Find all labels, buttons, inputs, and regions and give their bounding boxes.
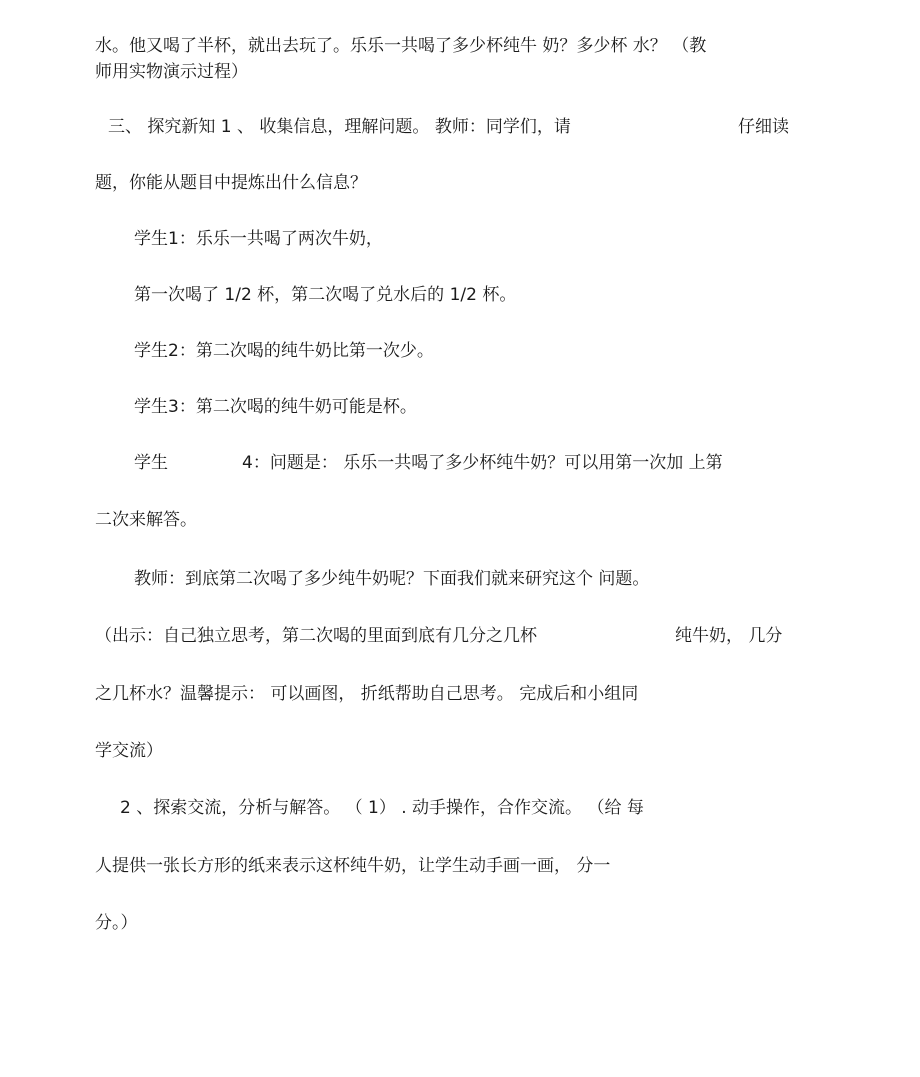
text-line: 学交流） (95, 741, 163, 761)
text-line: 仔细读 (738, 117, 789, 137)
text-line: 师用实物演示过程） (95, 62, 248, 82)
section-heading-line: 三、 探究新知 1 、 收集信息，理解问题。 教师：同学们，请 (108, 117, 571, 137)
text-line: 4：问题是： 乐乐一共喝了多少杯纯牛奶？可以用第一次加 上第 (242, 453, 723, 473)
text-line: 人提供一张长方形的纸来表示这杯纯牛奶，让学生动手画一画， 分一 (95, 856, 611, 876)
text-line: 二次来解答。 (95, 510, 197, 530)
text-line: 学生3：第二次喝的纯牛奶可能是杯。 (134, 397, 417, 417)
text-line: 学生1：乐乐一共喝了两次牛奶， (134, 229, 383, 249)
text-line: 之几杯水？温馨提示： 可以画图， 折纸帮助自己思考。 完成后和小组同 (95, 684, 639, 704)
text-line: 题，你能从题目中提炼出什么信息？ (95, 173, 367, 193)
text-line: 教师：到底第二次喝了多少纯牛奶呢？下面我们就来研究这个 问题。 (134, 569, 650, 589)
text-line: 学生2：第二次喝的纯牛奶比第一次少。 (134, 341, 434, 361)
text-line: 第一次喝了 1/2 杯，第二次喝了兑水后的 1/2 杯。 (134, 285, 517, 305)
text-line: 分。） (95, 913, 138, 933)
text-line: 水。他又喝了半杯，就出去玩了。乐乐一共喝了多少杯纯牛 奶？多少杯 水？ （教 (95, 36, 707, 56)
text-line: 学生 (134, 453, 168, 473)
subsection-heading-line: 2 、探索交流，分析与解答。 （ 1） . 动手操作，合作交流。 （给 每 (120, 798, 644, 818)
text-line: 纯牛奶， 几分 (675, 626, 783, 646)
text-line: （出示：自己独立思考，第二次喝的里面到底有几分之几杯 (95, 626, 537, 646)
